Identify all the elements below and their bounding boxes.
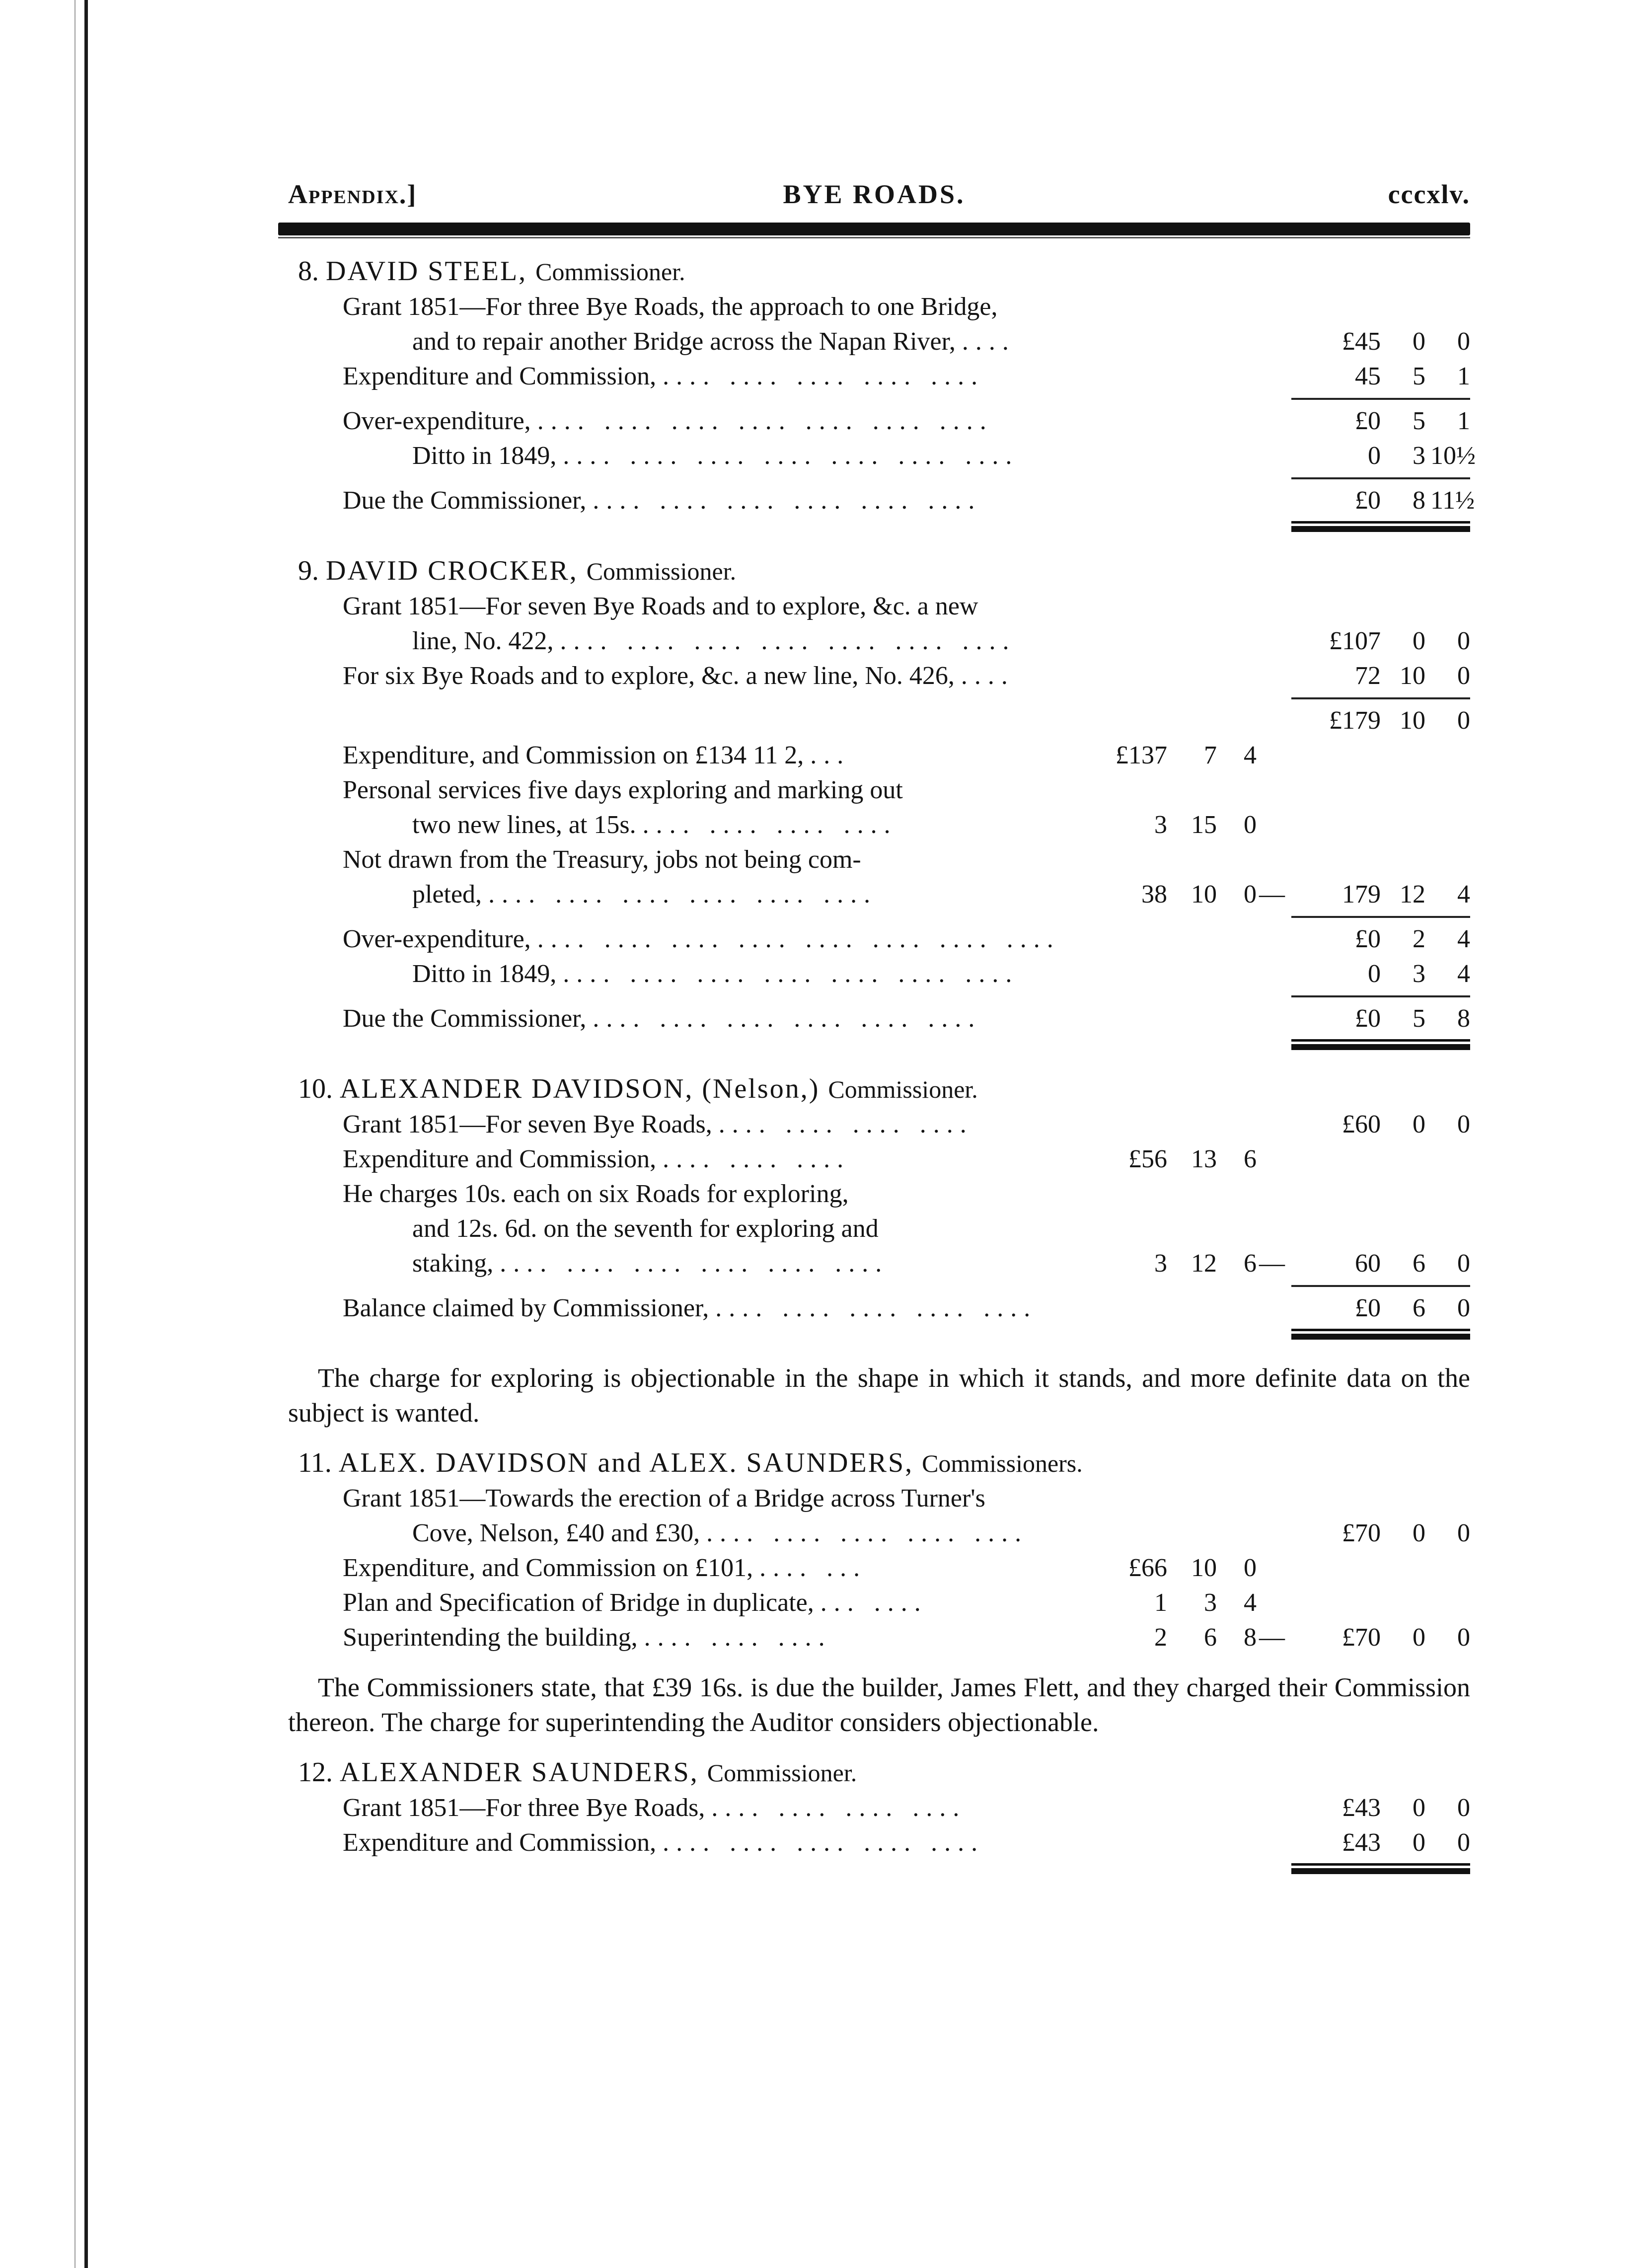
outer-shillings: 5 <box>1413 362 1425 390</box>
row-label <box>343 1107 973 1142</box>
row-text: Not drawn from the Treasury, jobs not being com- <box>343 845 861 874</box>
row-label <box>343 842 861 877</box>
row-text: staking, <box>412 1249 494 1278</box>
inner-pounds: 38 <box>1141 880 1167 908</box>
leader-dots: ... <box>810 741 851 769</box>
inner-pounds: 2 <box>1154 1623 1167 1652</box>
inner-pence: 8 <box>1244 1623 1257 1652</box>
outer-pence: 0 <box>1457 1519 1470 1547</box>
row-label <box>343 1620 832 1655</box>
outer-pounds: 72 <box>1355 662 1381 690</box>
outer-pence: 4 <box>1457 925 1470 953</box>
inner-pounds: £137 <box>1116 741 1167 769</box>
row-text: Expenditure and Commission, <box>343 362 657 390</box>
ledger-row <box>278 1211 1470 1246</box>
ledger-row <box>278 922 1470 957</box>
ledger-row <box>278 483 1475 518</box>
row-text: Balance claimed by Commissioner, <box>343 1294 709 1322</box>
row-text: line, No. 422, <box>412 627 554 655</box>
total-double-rule <box>278 1860 1470 1880</box>
section-heading <box>278 1754 1470 1791</box>
ledger-row <box>278 1142 1470 1177</box>
commissioner-role: Commissioner. <box>828 1075 978 1103</box>
ledger-row <box>278 1825 1470 1860</box>
ledger-row <box>278 359 1470 394</box>
outer-pounds: £0 <box>1355 486 1381 515</box>
row-label <box>343 1586 928 1620</box>
inner-shillings: 12 <box>1191 1249 1217 1278</box>
row-label <box>412 1516 1028 1551</box>
inner-pence: 4 <box>1244 1588 1257 1617</box>
outer-shillings: 2 <box>1413 925 1425 953</box>
outer-pounds: £179 <box>1329 706 1381 735</box>
row-text: Due the Commissioner, <box>343 486 587 515</box>
section-number: 12. <box>298 1757 340 1788</box>
outer-pounds: 60 <box>1355 1249 1381 1278</box>
ledger-row <box>278 877 1470 912</box>
outer-pence: 0 <box>1457 1110 1470 1138</box>
ledger-row <box>278 1481 1470 1516</box>
row-text: and 12s. 6d. on the seventh for exploring and <box>412 1214 879 1243</box>
row-text: Ditto in 1849, <box>412 442 557 470</box>
outer-pence: 0 <box>1457 627 1470 655</box>
leader-dots: .... .... .... .... .... <box>663 362 985 390</box>
row-label <box>343 1001 981 1036</box>
leader-dots: .... .... .... .... .... <box>663 1828 985 1857</box>
row-label <box>343 922 1060 957</box>
ledger-row <box>278 1586 1470 1620</box>
auditor-note: The charge for exploring is objectionable in the shape in which it stands, and more definite data on the subject is wanted. <box>288 1363 1470 1428</box>
outer-pounds: 0 <box>1368 960 1381 988</box>
row-label <box>343 738 850 773</box>
ledger-row <box>278 1291 1470 1326</box>
row-text: pleted, <box>412 880 482 908</box>
commissioner-role: Commissioner. <box>586 557 737 585</box>
ledger-row <box>278 738 1470 773</box>
outer-shillings: 10 <box>1400 706 1425 735</box>
inner-pounds: 1 <box>1154 1588 1167 1617</box>
outer-shillings: 6 <box>1413 1249 1425 1278</box>
outer-pounds: £70 <box>1342 1623 1381 1652</box>
outer-pence: 0 <box>1457 1794 1470 1822</box>
ledger-row <box>278 324 1470 359</box>
row-text: Superintending the building, <box>343 1623 638 1652</box>
account-section <box>278 1071 1470 1430</box>
commissioner-role: Commissioners. <box>922 1449 1083 1477</box>
row-label <box>412 624 1016 659</box>
ledger-row <box>278 773 1470 808</box>
outer-shillings: 0 <box>1413 1623 1425 1652</box>
leader-dots: .... .... .... .... .... .... .... <box>563 442 1019 470</box>
outer-pence: 0 <box>1457 1294 1470 1322</box>
leader-dots: .... .... .... .... .... .... <box>500 1249 889 1278</box>
ledger-row <box>278 808 1470 842</box>
row-text: Ditto in 1849, <box>412 960 557 988</box>
sum-rule <box>278 394 1470 404</box>
sum-rule <box>278 1281 1470 1291</box>
leader-dots: .... ... <box>759 1554 867 1582</box>
ledger-row <box>278 703 1470 738</box>
total-double-rule <box>278 1036 1470 1056</box>
outer-pounds: £0 <box>1355 1004 1381 1033</box>
inner-shillings: 10 <box>1191 880 1217 908</box>
row-text: Plan and Specification of Bridge in duplicate, <box>343 1588 814 1617</box>
leader-dots: .... .... .... .... .... .... <box>488 880 878 908</box>
outer-pounds: 0 <box>1368 442 1381 470</box>
row-label <box>343 483 981 518</box>
account-section <box>278 1754 1470 1880</box>
outer-pence: 0 <box>1457 706 1470 735</box>
row-label <box>343 404 993 439</box>
outer-pence: 11½ <box>1430 486 1475 515</box>
outer-pence: 10½ <box>1430 442 1476 470</box>
section-number: 11. <box>298 1447 339 1478</box>
sum-rule <box>278 991 1470 1001</box>
outer-pence: 8 <box>1457 1004 1470 1033</box>
outer-shillings: 0 <box>1413 1519 1425 1547</box>
outer-pence: 1 <box>1457 362 1470 390</box>
row-label <box>343 659 1015 693</box>
leader-dots: .... .... .... .... .... <box>706 1519 1029 1547</box>
commissioner-role: Commissioner. <box>535 258 685 286</box>
row-label <box>343 359 984 394</box>
row-label <box>343 589 978 624</box>
row-label <box>343 1791 966 1825</box>
inner-pounds: £56 <box>1128 1145 1167 1173</box>
accounts-body <box>278 253 1476 1880</box>
outer-shillings: 0 <box>1413 327 1425 356</box>
row-label <box>343 1551 867 1586</box>
row-text: Due the Commissioner, <box>343 1004 587 1033</box>
ledger-row <box>278 1516 1470 1551</box>
leader-dots: .... .... .... .... .... <box>715 1294 1038 1322</box>
outer-shillings: 8 <box>1413 486 1425 515</box>
header-left: Appendix.] <box>288 179 417 209</box>
outer-pounds: 45 <box>1355 362 1381 390</box>
commissioner-name: ALEXANDER SAUNDERS, <box>340 1757 707 1788</box>
row-text: Expenditure, and Commission on £101, <box>343 1554 753 1582</box>
row-text: two new lines, at 15s. <box>412 811 636 839</box>
commissioner-name: ALEXANDER DAVIDSON, (Nelson,) <box>340 1073 828 1104</box>
ledger-row <box>278 1620 1470 1655</box>
ledger-row <box>278 1107 1470 1142</box>
outer-pounds: £43 <box>1342 1794 1381 1822</box>
row-text: Expenditure and Commission, <box>343 1145 657 1173</box>
total-double-rule <box>278 518 1470 538</box>
binding-rule <box>84 0 88 2268</box>
outer-pence: 0 <box>1457 1828 1470 1857</box>
row-label <box>412 439 1019 473</box>
outer-pence: 0 <box>1457 662 1470 690</box>
outer-shillings: 10 <box>1400 662 1425 690</box>
outer-pounds: £45 <box>1342 327 1381 356</box>
outer-pounds: £43 <box>1342 1828 1381 1857</box>
leader-dots: .... .... .... <box>644 1623 832 1652</box>
account-section <box>278 253 1476 538</box>
outer-pounds: £0 <box>1355 407 1381 435</box>
leader-dots: .... .... .... .... .... .... .... <box>563 960 1019 988</box>
inner-pence: 4 <box>1244 741 1257 769</box>
ledger-row <box>278 624 1470 659</box>
outer-shillings: 0 <box>1413 627 1425 655</box>
section-heading <box>278 1071 1470 1107</box>
outer-shillings: 0 <box>1413 1794 1425 1822</box>
row-label <box>412 808 897 842</box>
inner-shillings: 13 <box>1191 1145 1217 1173</box>
inner-pence: 6 <box>1244 1249 1257 1278</box>
inner-shillings: 3 <box>1204 1588 1217 1617</box>
page-number: cccxlv. <box>1388 179 1470 209</box>
row-label <box>412 324 1016 359</box>
spacer <box>278 1346 1470 1361</box>
row-text: Over-expenditure, <box>343 925 531 953</box>
leader-dots: .... .... .... .... .... .... .... .... <box>537 925 1060 953</box>
outer-pounds: £70 <box>1342 1519 1381 1547</box>
commissioner-name: DAVID STEEL, <box>326 256 536 287</box>
row-text: He charges 10s. each on six Roads for exploring, <box>343 1180 849 1208</box>
row-label <box>412 957 1019 991</box>
auditor-note: The Commissioners state, that £39 16s. is due the builder, James Flett, and they charged their Commission thereon. The charge for superintending the Auditor considers objectionable. <box>288 1672 1470 1737</box>
row-label <box>343 290 997 324</box>
total-double-rule <box>278 1326 1470 1346</box>
row-text: For six Bye Roads and to explore, &c. a new line, No. 426, <box>343 662 955 690</box>
row-text: Cove, Nelson, £40 and £30, <box>412 1519 700 1547</box>
outer-pence: 0 <box>1457 1623 1470 1652</box>
leader-dots: .... .... .... .... .... .... .... <box>537 407 993 435</box>
sum-rule <box>278 693 1470 703</box>
row-label <box>343 1177 849 1211</box>
row-text: Expenditure and Commission, <box>343 1828 657 1857</box>
outer-shillings: 3 <box>1413 442 1425 470</box>
row-label <box>343 1825 984 1860</box>
outer-pence: 4 <box>1457 880 1470 908</box>
row-text: Personal services five days exploring and marking out <box>343 776 903 804</box>
account-section <box>278 1445 1470 1739</box>
header-title: BYE ROADS. <box>783 179 966 209</box>
section-heading <box>278 553 1470 589</box>
leader-dots: .... <box>961 662 1015 690</box>
inner-shillings: 7 <box>1204 741 1217 769</box>
leader-dots: .... .... .... .... .... .... .... <box>560 627 1016 655</box>
section-heading <box>278 1445 1470 1481</box>
ledger-row <box>278 1246 1470 1281</box>
row-text: Grant 1851—Towards the erection of a Bridge across Turner's <box>343 1484 985 1512</box>
outer-pounds: 179 <box>1342 880 1381 908</box>
bracket-dash: — <box>1259 1249 1285 1278</box>
ledger-row <box>278 1001 1470 1036</box>
outer-pounds: £0 <box>1355 925 1381 953</box>
sum-rule <box>278 473 1470 483</box>
leader-dots: .... .... .... .... .... .... <box>593 1004 982 1033</box>
inner-pence: 0 <box>1244 880 1257 908</box>
outer-shillings: 3 <box>1413 960 1425 988</box>
commissioner-name: ALEX. DAVIDSON and ALEX. SAUNDERS, <box>338 1447 922 1478</box>
bracket-dash: — <box>1259 1623 1285 1652</box>
bracket-dash: — <box>1259 880 1285 908</box>
ledger-row <box>278 439 1476 473</box>
outer-shillings: 12 <box>1400 880 1425 908</box>
leader-dots: .... <box>962 327 1016 356</box>
inner-shillings: 10 <box>1191 1554 1217 1582</box>
sum-rule <box>278 912 1470 922</box>
inner-pence: 0 <box>1244 1554 1257 1582</box>
section-number: 10. <box>298 1073 340 1104</box>
outer-shillings: 6 <box>1413 1294 1425 1322</box>
row-text: Expenditure, and Commission on £134 11 2, <box>343 741 804 769</box>
section-number: 8. <box>298 256 326 287</box>
row-text: Grant 1851—For seven Bye Roads and to explore, &c. a new <box>343 592 978 620</box>
leader-dots: .... .... .... .... <box>642 811 897 839</box>
account-section <box>278 553 1470 1056</box>
ledger-row <box>278 404 1470 439</box>
row-text: Grant 1851—For seven Bye Roads, <box>343 1110 712 1138</box>
outer-pounds: £107 <box>1329 627 1381 655</box>
row-label <box>343 1142 850 1177</box>
row-label <box>343 773 903 808</box>
leader-dots: .... .... .... .... <box>711 1794 967 1822</box>
spacer <box>278 1655 1470 1670</box>
ledger-row <box>278 659 1470 693</box>
page <box>278 179 1476 1880</box>
ledger-row <box>278 842 1470 877</box>
outer-pence: 0 <box>1457 1249 1470 1278</box>
leader-dots: .... .... .... .... <box>718 1110 973 1138</box>
row-label <box>412 1246 889 1281</box>
leader-dots: ... .... <box>820 1588 928 1617</box>
row-label <box>343 1291 1037 1326</box>
running-header <box>278 179 1470 214</box>
outer-shillings: 5 <box>1413 407 1425 435</box>
row-text: and to repair another Bridge across the Napan River, <box>412 327 956 356</box>
ledger-row <box>278 1791 1470 1825</box>
outer-shillings: 5 <box>1413 1004 1425 1033</box>
leader-dots: .... .... .... <box>663 1145 851 1173</box>
header-rule-thin <box>278 237 1470 238</box>
commissioner-role: Commissioner. <box>707 1759 857 1787</box>
ledger-row <box>278 1551 1470 1586</box>
row-label <box>343 1481 985 1516</box>
outer-pounds: £0 <box>1355 1294 1381 1322</box>
outer-shillings: 0 <box>1413 1828 1425 1857</box>
header-rule <box>278 223 1470 235</box>
row-text: Over-expenditure, <box>343 407 531 435</box>
inner-pounds: 3 <box>1154 1249 1167 1278</box>
ledger-row <box>278 589 1470 624</box>
row-text: Grant 1851—For three Bye Roads, <box>343 1794 705 1822</box>
ledger-row <box>278 290 1470 324</box>
outer-pence: 1 <box>1457 407 1470 435</box>
section-number: 9. <box>298 555 326 586</box>
section-heading <box>278 253 1470 290</box>
row-text: Grant 1851—For three Bye Roads, the approach to one Bridge, <box>343 293 998 321</box>
inner-pence: 0 <box>1244 811 1257 839</box>
outer-pence: 0 <box>1457 327 1470 356</box>
row-label <box>412 1211 879 1246</box>
inner-pounds: 3 <box>1154 811 1167 839</box>
leader-dots: .... .... .... .... .... .... <box>593 486 982 515</box>
row-label <box>412 877 877 912</box>
inner-pounds: £66 <box>1128 1554 1167 1582</box>
inner-shillings: 15 <box>1191 811 1217 839</box>
outer-shillings: 0 <box>1413 1110 1425 1138</box>
inner-pence: 6 <box>1244 1145 1257 1173</box>
inner-shillings: 6 <box>1204 1623 1217 1652</box>
outer-pounds: £60 <box>1342 1110 1381 1138</box>
ledger-row <box>278 1177 1470 1211</box>
commissioner-name: DAVID CROCKER, <box>326 555 587 586</box>
outer-pence: 4 <box>1457 960 1470 988</box>
ledger-row <box>278 957 1470 991</box>
